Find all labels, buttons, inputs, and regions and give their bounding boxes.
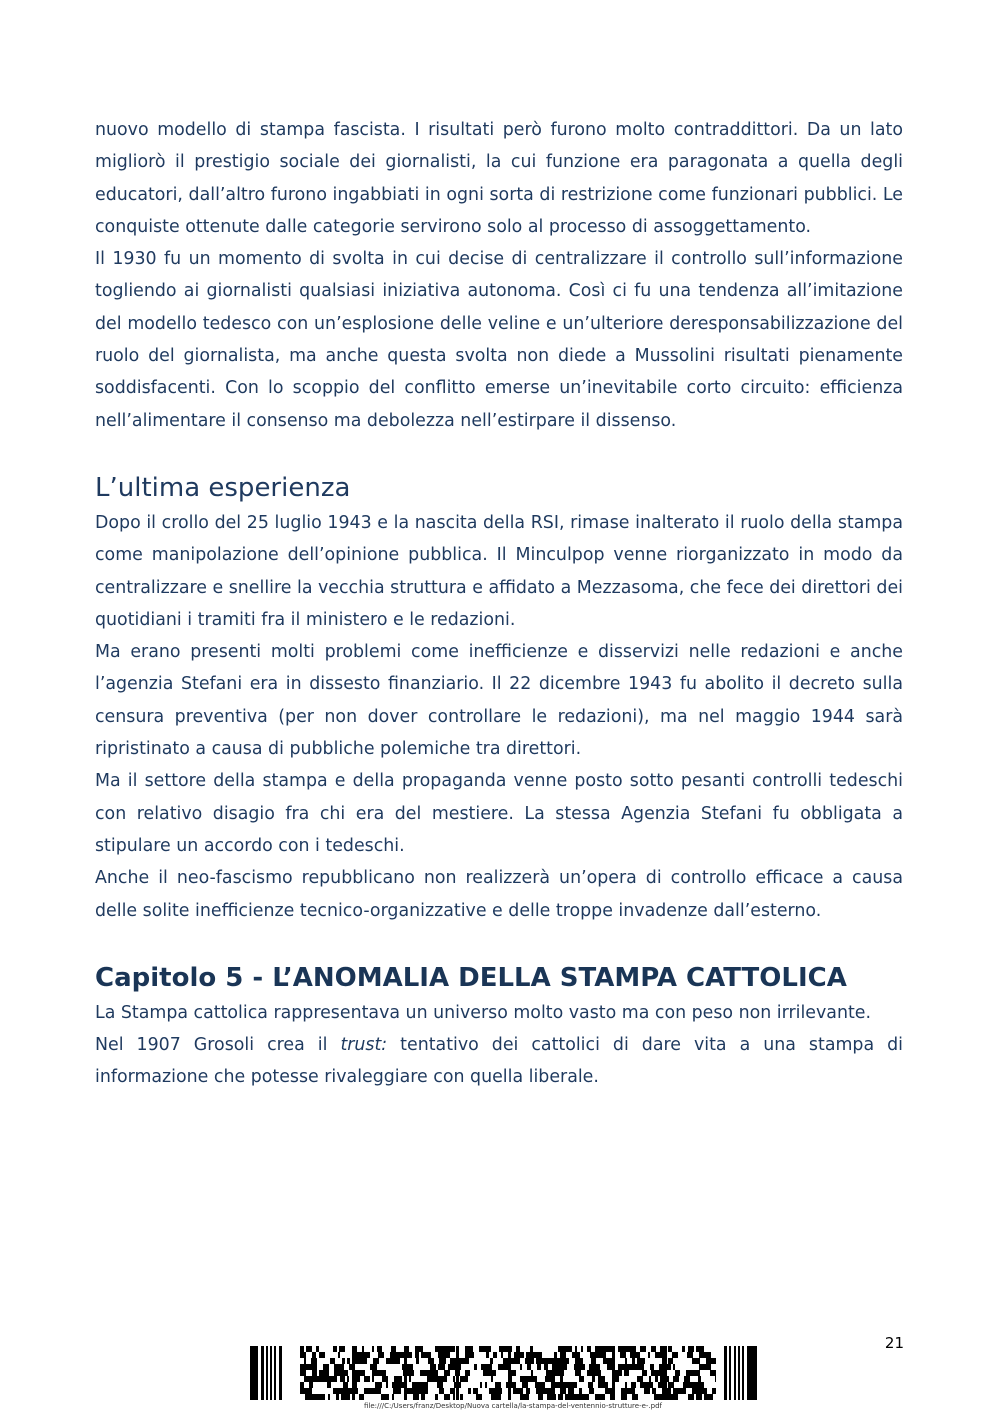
body-paragraph: Ma il settore della stampa e della propaganda venne posto sotto pesanti controlli tedeschi con relativo disagio fra chi era del mestiere. La stessa Agenzia Stefani fu obbligata a stipulare un accordo con i tedeschi. bbox=[95, 771, 903, 856]
section-heading: L’ultima esperienza bbox=[95, 472, 351, 503]
text-run: tentativo dei cattolici di dare vita a una stampa di informazione che potesse rivaleggiare con quella liberale. bbox=[95, 1035, 903, 1088]
body-paragraph: nuovo modello di stampa fascista. I risultati però furono molto contraddittori. Da un lato migliorò il prestigio sociale dei giornalisti, la cui funzione era paragonata a quella degli educatori, dall’altro furono ingabbiati in ogni sorta di restrizione come funzionari pubblici. Le conquiste ottenute dalle categorie servirono solo al processo di assoggettamento. bbox=[95, 120, 903, 237]
body-paragraph bbox=[95, 1029, 903, 1094]
body-paragraph: Dopo il crollo del 25 luglio 1943 e la nascita della RSI, rimase inalterato il ruolo della stampa come manipolazione dell’opinione pubblica. Il Minculpop venne riorganizzato in modo da centralizzare e snellire la vecchia struttura e affidato a Mezzasoma, che fece dei direttori dei quotidiani i tramiti fra il ministero e le redazioni. bbox=[95, 512, 903, 630]
chapter-heading: Capitolo 5 - L’ANOMALIA DELLA STAMPA CATTOLICA bbox=[95, 962, 847, 993]
body-paragraph: Ma erano presenti molti problemi come inefficienze e disservizi nelle redazioni e anche l’agenzia Stefani era in dissesto finanziario. Il 22 dicembre 1943 fu abolito il decreto sulla censura preventiva (per non dover controllare le redazioni), ma nel maggio 1944 sarà ripristinato a causa di pubbliche polemiche tra direttori. bbox=[95, 642, 903, 760]
italic-term: trust: bbox=[340, 1035, 388, 1056]
page-content bbox=[95, 114, 903, 1094]
body-paragraph: La Stampa cattolica rappresentava un universo molto vasto ma con peso non irrilevante. bbox=[95, 1002, 872, 1023]
body-paragraph: Il 1930 fu un momento di svolta in cui decise di centralizzare il controllo sull’informazione togliendo ai giornalisti qualsiasi iniziativa autonoma. Così ci fu una tendenza all’imitazione del modello tedesco con un’esplosione delle veline e un’ulteriore deresponsabilizzazione del ruolo del giornalista, ma anche questa svolta non diede a Mussolini risultati pienamente soddisfacenti. Con lo scoppio del conflitto emerse un’inevitabile corto circuito: efficienza nell’alimentare il consenso ma debolezza nell’estirpare il dissenso. bbox=[95, 249, 903, 431]
text-run: Nel 1907 Grosoli crea il bbox=[95, 1035, 341, 1056]
body-paragraph: Anche il neo-fascismo repubblicano non realizzerà un’opera di controllo efficace a causa delle solite inefficienze tecnico-organizzative e delle troppe invadenze dall’esterno. bbox=[95, 868, 903, 921]
file-path-label: file:///C:/Users/franz/Desktop/Nuova cartella/la-stampa-del-ventennio-strutture-e-.pdf bbox=[363, 1402, 663, 1410]
barcode-image bbox=[250, 1346, 776, 1400]
page-number: 21 bbox=[884, 1334, 904, 1352]
